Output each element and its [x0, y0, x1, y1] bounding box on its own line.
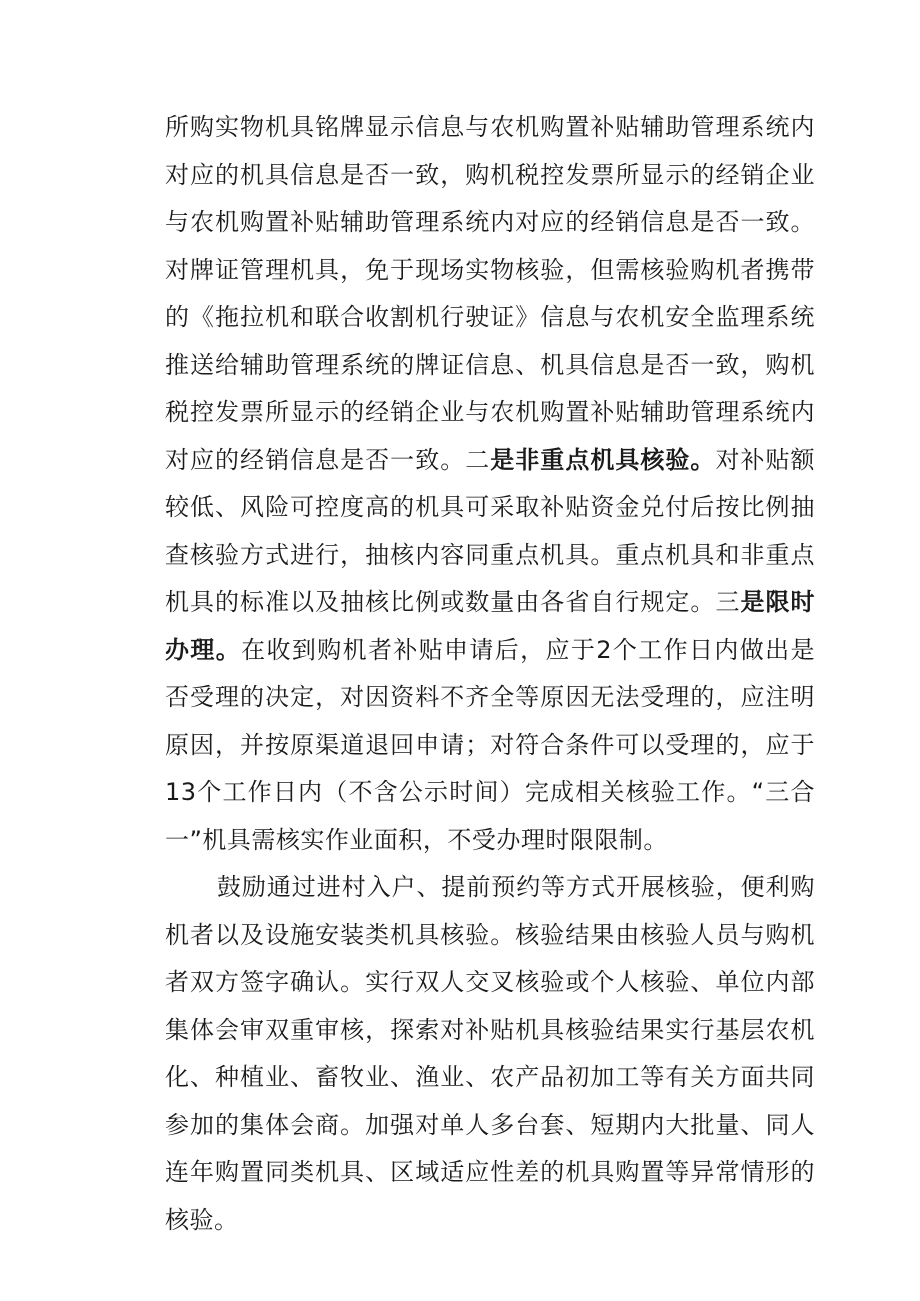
paragraph-text: 所购实物机具铭牌显示信息与农机购置补贴辅助管理系统内对应的机具信息是否一致，购机税控发票所显示的经销企业与农机购置补贴辅助管理系统内对应的经销信息是否一致。对牌证管理机具，免于现场实物核验，但需核验购机者携带的《拖拉机和联合收割机行驶证》信息与农机安全监理系统推送给辅助管理系统的牌证信息、机具信息是否一致，购机税控发票所显示的经销企业与农机购置补贴辅助管理系统内对应的经销信息是否一致。二 — [165, 113, 815, 474]
paragraph-text: 对补贴额较低、风险可控度高的机具可采取补贴资金兑付后按比例抽查核验方式进行，抽核内容同重点机具。重点机具和非重点机具的标准以及抽核比例或数量由各省自行规定。三 — [165, 445, 816, 616]
document-body — [165, 104, 815, 1244]
heading-time-limited-processing: 是限时办理。 — [165, 588, 816, 664]
paragraph-verification-details — [165, 104, 815, 864]
heading-non-key-machinery-verification: 是非重点机具核验。 — [490, 445, 716, 474]
paragraph-text: 在收到购机者补贴申请后，应于2个工作日内做出是否受理的决定，对因资料不齐全等原因无法受理的，应注明原因，并按原渠道退回申请；对符合条件可以受理的，应于13个工作日内（不含公示时间）完成相关核验工作。“三合一”机具需核实作业面积，不受办理时限限制。 — [165, 635, 815, 854]
paragraph-encourage-verification: 鼓励通过进村入户、提前预约等方式开展核验，便利购机者以及设施安装类机具核验。核验结果由核验人员与购机者双方签字确认。实行双人交叉核验或个人核验、单位内部集体会审双重审核，探索对补贴机具核验结果实行基层农机化、种植业、畜牧业、渔业、农产品初加工等有关方面共同参加的集体会商。加强对单人多台套、短期内大批量、同人连年购置同类机具、区域适应性差的机具购置等异常情形的核验。 — [165, 873, 815, 1234]
